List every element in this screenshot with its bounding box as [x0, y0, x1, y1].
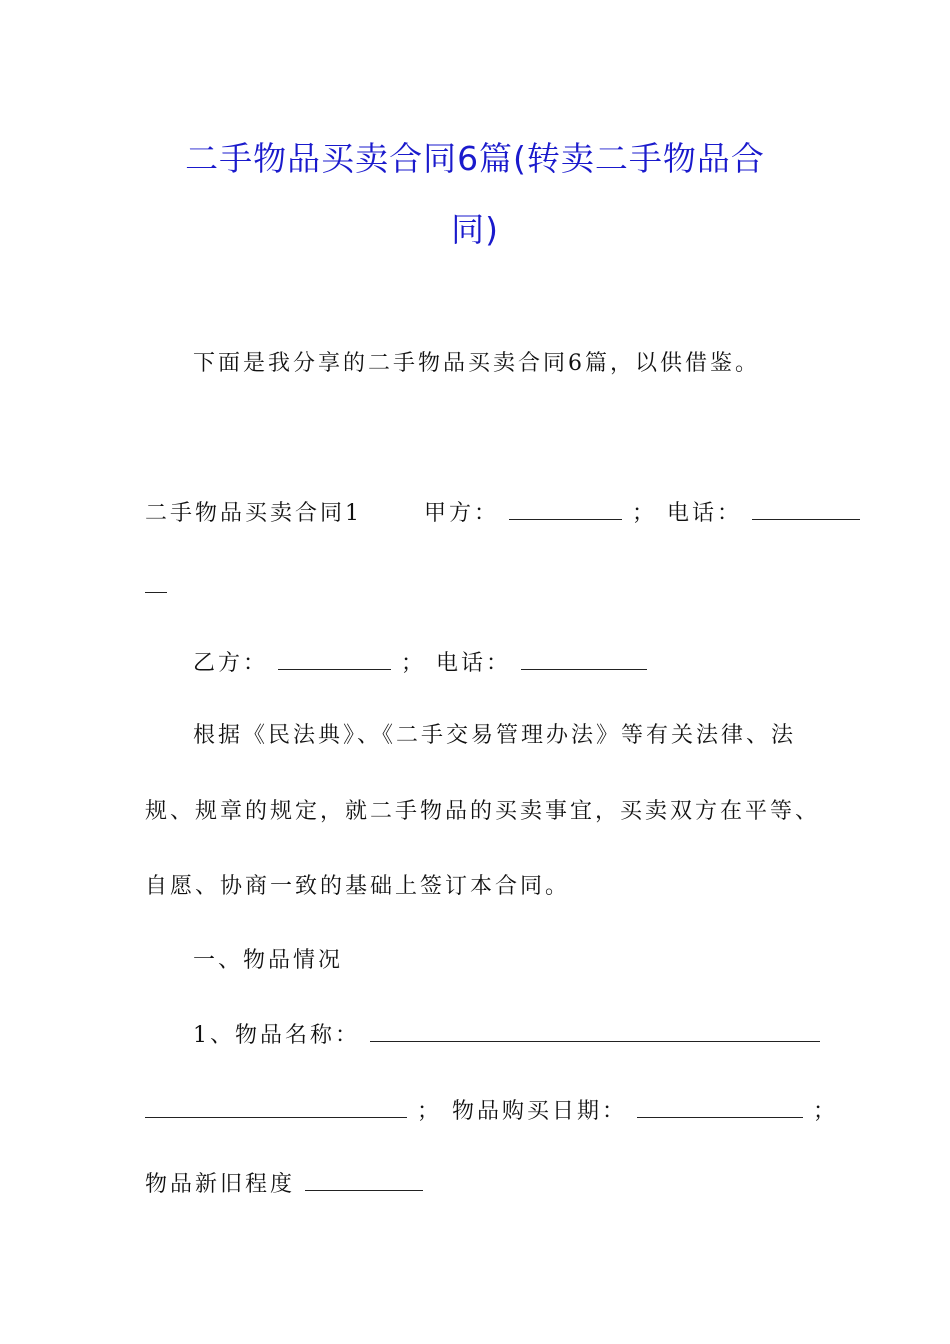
basis-paragraph-line-3: 自愿、协商一致的基础上签订本合同。 — [145, 874, 571, 899]
semicolon: ； — [417, 1099, 443, 1124]
document-title-line-2: 同) — [451, 210, 499, 249]
party-b-phone-field[interactable] — [521, 651, 647, 670]
party-b-line — [193, 646, 647, 677]
party-b-label: 乙方： — [193, 651, 269, 676]
party-b-phone-label: 电话： — [436, 651, 512, 676]
semicolon: ； — [632, 501, 658, 526]
purchase-date-field[interactable] — [637, 1099, 803, 1118]
party-b-name-field[interactable] — [278, 651, 391, 670]
basis-paragraph-line-2: 规、规章的规定，就二手物品的买卖事宜，买卖双方在平等、 — [145, 799, 821, 824]
semicolon: ； — [401, 651, 427, 676]
party-a-label: 甲方： — [424, 501, 500, 526]
condition-line — [145, 1167, 423, 1198]
basis-paragraph-line-1: 根据《民法典》、《二手交易管理办法》等有关法律、法 — [193, 723, 797, 748]
purchase-date-label: 物品购买日期： — [452, 1099, 628, 1124]
party-a-name-field[interactable] — [509, 501, 622, 520]
party-a-phone-label: 电话： — [667, 501, 743, 526]
contract-1-header-line — [145, 496, 860, 527]
item-name-line — [193, 1018, 820, 1049]
contract-heading: 二手物品买卖合同1 — [145, 501, 362, 526]
section-1-title: 一、物品情况 — [193, 948, 344, 973]
condition-field[interactable] — [305, 1172, 423, 1191]
purchase-date-line — [145, 1094, 838, 1125]
item-name-field[interactable] — [370, 1023, 820, 1042]
item-name-field-continued[interactable] — [145, 1099, 407, 1118]
party-a-phone-field-continued — [145, 574, 167, 599]
intro-paragraph: 下面是我分享的二手物品买卖合同6篇，以供借鉴。 — [193, 351, 760, 376]
condition-label: 物品新旧程度 — [145, 1172, 296, 1197]
document-title-line-1: 二手物品买卖合同6篇(转卖二手物品合 — [185, 139, 765, 178]
party-a-phone-field-tail[interactable] — [145, 574, 167, 593]
semicolon: ； — [813, 1099, 839, 1124]
party-a-phone-field[interactable] — [752, 501, 860, 520]
item-name-label: 1、物品名称： — [193, 1023, 360, 1048]
